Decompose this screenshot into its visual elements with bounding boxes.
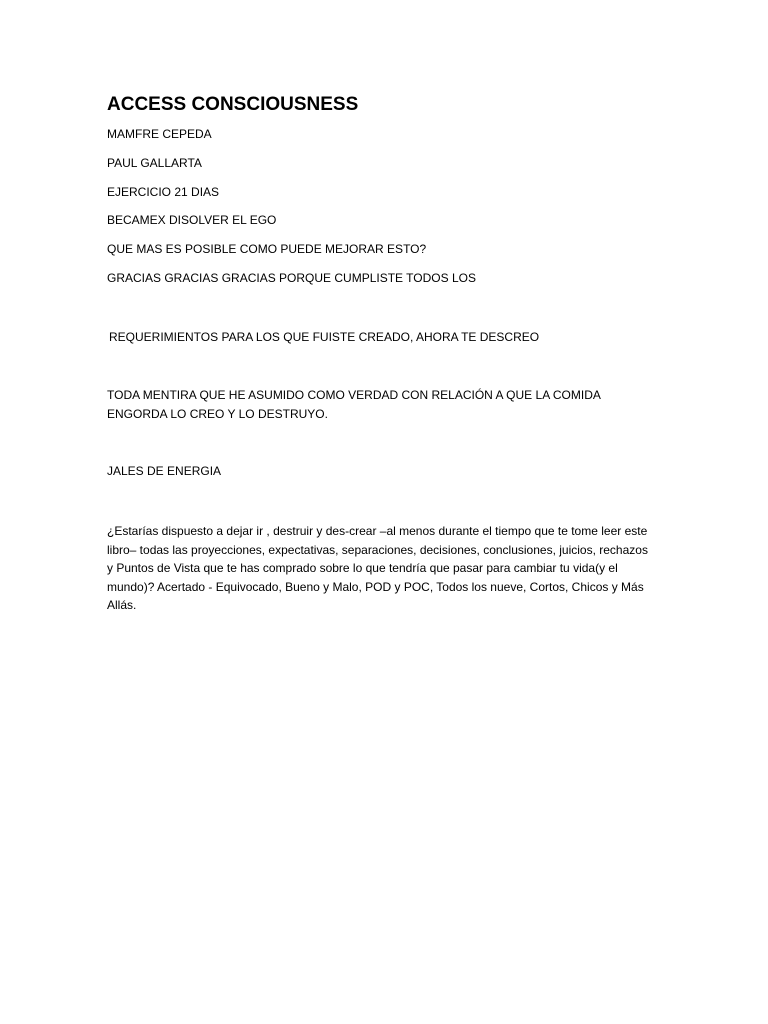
- author-line-1: MAMFRE CEPEDA: [107, 127, 212, 141]
- gratitude-line: GRACIAS GRACIAS GRACIAS PORQUE CUMPLISTE TODOS LOS: [107, 271, 476, 285]
- question-line: QUE MAS ES POSIBLE COMO PUEDE MEJORAR ESTO?: [107, 242, 427, 256]
- energy-paragraph: ¿Estarías dispuesto a dejar ir , destruir y des-crear –al menos durante el tiempo que te tome leer este libro– todas las proyecciones, expectativas, separaciones, decisiones, conclusiones, juicios, rechazos y Puntos de Vista que te has comprado sobre lo que tendría que pasar para cambiar tu vida(y el mundo)? Acertado - Equivocado, Bueno y Malo, POD y POC, Todos los nueve, Cortos, Chicos y Más Allás.: [107, 524, 648, 612]
- document-title: ACCESS CONSCIOUSNESS: [107, 94, 359, 115]
- requirements-line: REQUERIMIENTOS PARA LOS QUE FUISTE CREADO, AHORA TE DESCREO: [109, 330, 540, 344]
- exercise-line: EJERCICIO 21 DIAS: [107, 185, 220, 199]
- lie-statement-paragraph: TODA MENTIRA QUE HE ASUMIDO COMO VERDAD CON RELACIÓN A QUE LA COMIDA ENGORDA LO CREO Y LO DESTRUYO.: [107, 388, 601, 421]
- document-content: [107, 94, 667, 615]
- ego-line: BECAMEX DISOLVER EL EGO: [107, 213, 277, 227]
- energy-heading: JALES DE ENERGIA: [107, 464, 222, 478]
- author-line-2: PAUL GALLARTA: [107, 156, 202, 170]
